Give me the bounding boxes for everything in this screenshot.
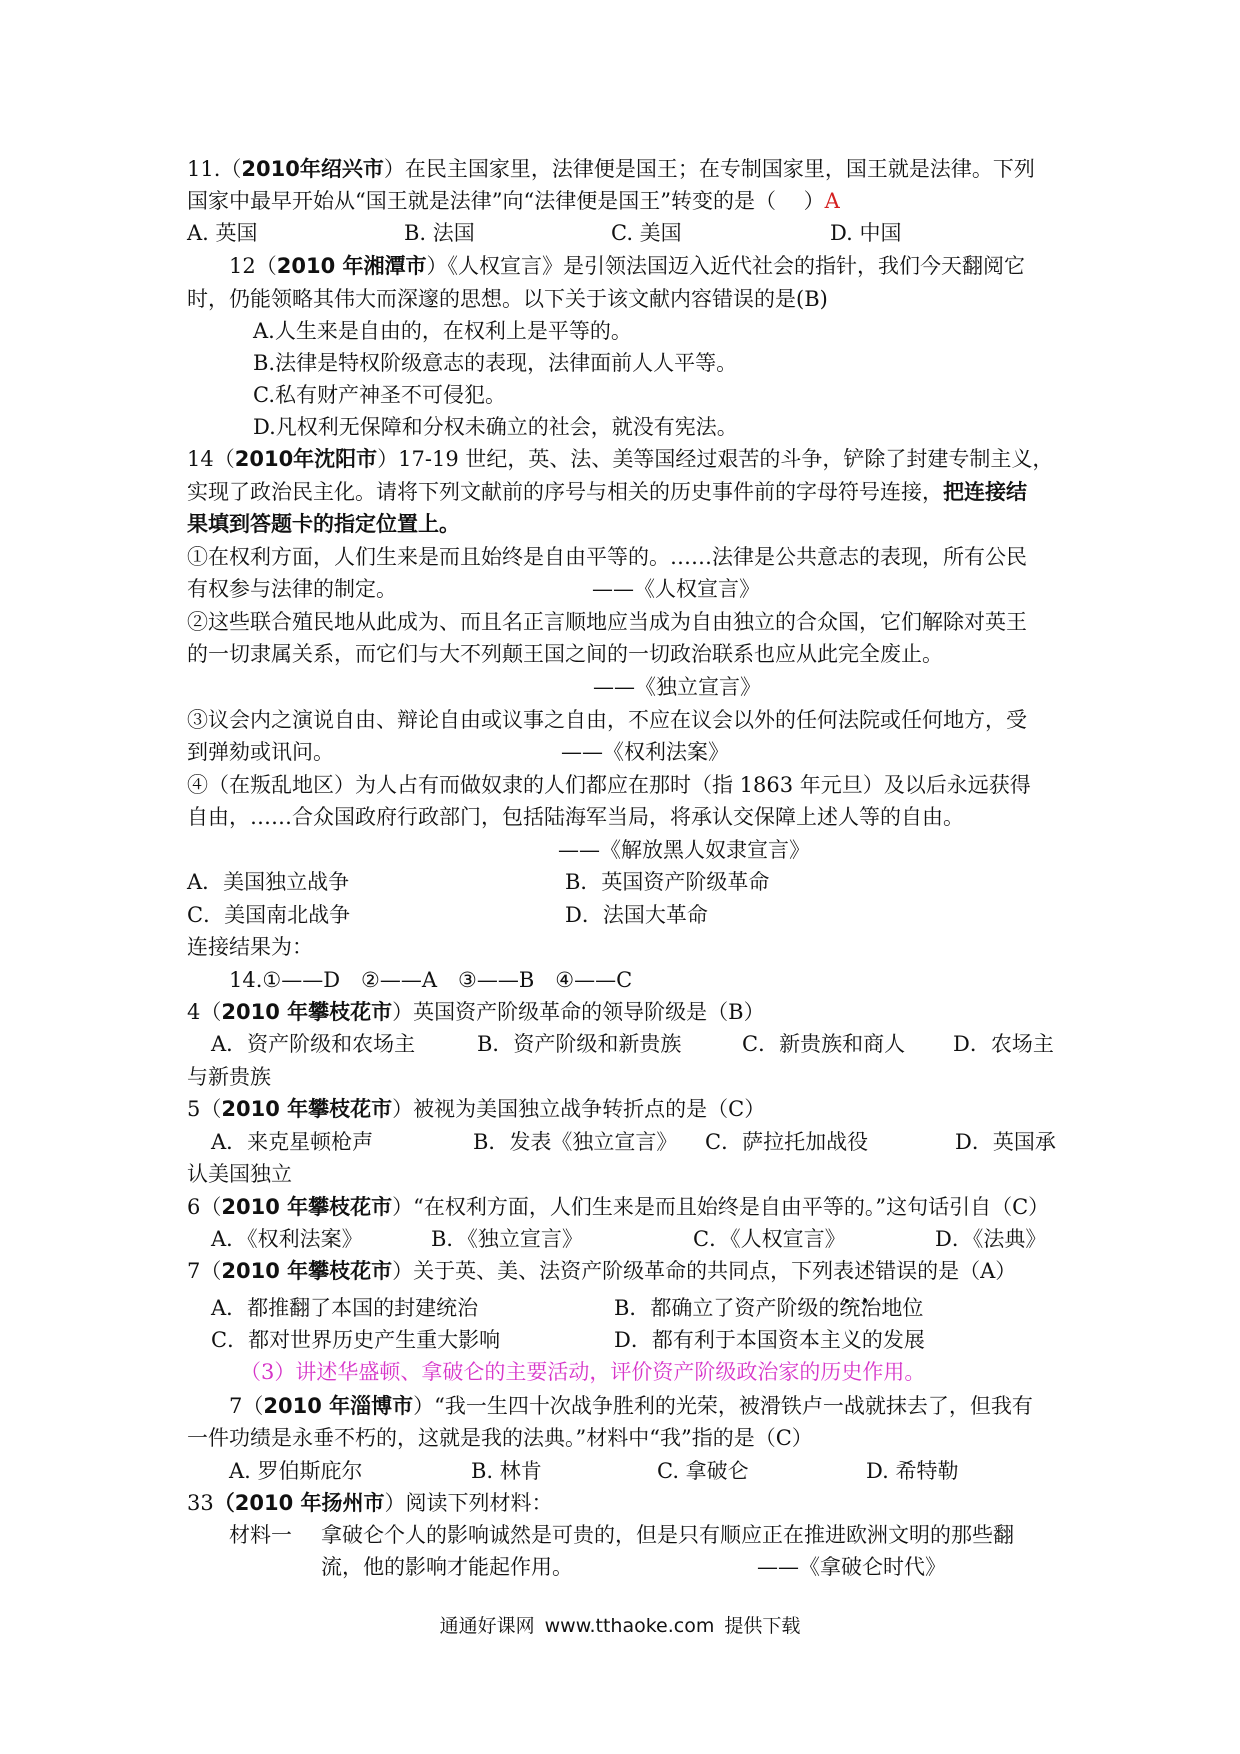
- q5-option-c: C．萨拉托加战役: [705, 1130, 869, 1154]
- q33-material-label: 材料一: [229, 1523, 292, 1547]
- q4-line1: [187, 996, 765, 1028]
- q5-option-d: D．英国承: [955, 1130, 1056, 1154]
- q7a-source: 2010 年攀枝花市: [221, 1259, 393, 1283]
- q12-line2: 时，仍能领略其伟大而深邃的思想。以下关于该文献内容错误的是(B): [187, 287, 828, 311]
- q7a-option-b: B．都确立了资产阶级的统治地位: [614, 1296, 924, 1320]
- q14-doc2-source: ——《独立宣言》: [593, 675, 761, 699]
- q14-doc3-line1: ③议会内之演说自由、辩论自由或议事之自由，不应在议会以外的任何法院或任何地方，受: [187, 708, 1027, 732]
- q14-result-label: 连接结果为：: [187, 935, 313, 959]
- q4-source: 2010 年攀枝花市: [221, 1000, 393, 1024]
- q12-source: 2010 年湘潭市: [276, 254, 427, 278]
- q7b-stem: ）“我一生四十次战争胜利的光荣，被滑铁卢一战就抹去了，但我有: [413, 1394, 1033, 1418]
- q6-line1: [187, 1191, 1049, 1223]
- q12-stem: ）《人权宣言》是引领法国迈入近代社会的指针，我们今天翻阅它: [426, 254, 1025, 278]
- q5-option-b: B．发表《独立宣言》: [473, 1130, 678, 1154]
- q7b-line1: [229, 1390, 1033, 1422]
- q11-source: 2010年绍兴市: [241, 157, 384, 181]
- q33-stem: ）阅读下列材料：: [384, 1491, 553, 1515]
- q14-stem-bold: 把连接结: [943, 480, 1027, 504]
- q14-source: 2010年沈阳市: [234, 447, 378, 471]
- q14-doc1-source: ——《人权宣言》: [592, 577, 760, 601]
- q14-stem: ）17-19 世纪，英、法、美等国经过艰苦的斗争，铲除了封建专制主义，: [377, 447, 1054, 471]
- q14-line3: 果填到答题卡的指定位置上。: [187, 512, 460, 536]
- q5-stem: ）被视为美国独立战争转折点的是（C）: [392, 1097, 766, 1121]
- q14-doc1-line2: 有权参与法律的制定。: [187, 577, 397, 601]
- q5-option-a: A．来克星顿枪声: [211, 1130, 374, 1154]
- q4-option-d-wrap: 与新贵族: [187, 1065, 271, 1089]
- q7b-option-d: D. 希特勒: [866, 1459, 959, 1483]
- q11-stem-cont: 国家中最早开始从“国王就是法律”向“法律便是国王”转变的是（ ）: [187, 189, 825, 213]
- q12-option-c: C.私有财产神圣不可侵犯。: [253, 383, 506, 407]
- q12-option-b: B.法律是特权阶级意志的表现，法律面前人人平等。: [253, 351, 738, 375]
- q14-doc3-line2: 到弹劾或讯问。: [187, 740, 334, 764]
- q7a-line1: [187, 1255, 1016, 1287]
- q7b-source: 2010 年淄博市: [263, 1394, 414, 1418]
- q6-option-c: C．《人权宣言》: [693, 1227, 846, 1251]
- q4-option-b: B．资产阶级和新贵族: [477, 1032, 682, 1056]
- q14-doc4-line1: ④（在叛乱地区）为人占有而做奴隶的人们都应在那时（指 1863 年元旦）及以后永远获得: [187, 773, 1031, 797]
- q4-option-d: D．农场主: [953, 1032, 1054, 1056]
- q6-number: 6（: [187, 1195, 222, 1219]
- q11-answer: A: [824, 189, 840, 213]
- q14-option-c: C．美国南北战争: [187, 903, 351, 927]
- q14-doc2-line1: ②这些联合殖民地从此成为、而且名正言顺地应当成为自由独立的合众国，它们解除对英王: [187, 610, 1027, 634]
- q14-line1: [187, 443, 1053, 475]
- q33-line1: [187, 1487, 553, 1519]
- q14-doc4-source: ——《解放黑人奴隶宣言》: [558, 838, 810, 862]
- q6-source: 2010 年攀枝花市: [221, 1195, 393, 1219]
- q14-answer: 14.①——D ②——A ③——B ④——C: [229, 968, 633, 992]
- q33-source: （2010 年扬州市: [213, 1491, 385, 1515]
- q14-doc2-line2: 的一切隶属关系，而它们与大不列颠王国之间的一切政治联系也应从此完全废止。: [187, 642, 943, 666]
- q33-material-line2: 流，他的影响才能起作用。: [321, 1555, 573, 1579]
- q7b-line2: 一件功绩是永垂不朽的，这就是我的法典。”材料中“我”指的是（C）: [187, 1426, 813, 1450]
- q5-number: 5（: [187, 1097, 222, 1121]
- q11-stem: ）在民主国家里，法律便是国王；在专制国家里，国王就是法律。下列: [383, 157, 1035, 181]
- q4-number: 4（: [187, 1000, 222, 1024]
- q11-option-b: B. 法国: [404, 221, 475, 245]
- q5-source: 2010 年攀枝花市: [221, 1097, 393, 1121]
- q7b-number: 7（: [229, 1394, 264, 1418]
- q14-doc1-line1: ①在权利方面，人们生来是而且始终是自由平等的。……法律是公共意志的表现，所有公民: [187, 545, 1027, 569]
- q6-stem: ）“在权利方面，人们生来是而且始终是自由平等的。”这句话引自（C）: [392, 1195, 1050, 1219]
- q7a-number: 7（: [187, 1259, 222, 1283]
- q14-option-b: B．英国资产阶级革命: [565, 870, 770, 894]
- q33-material-line1: 拿破仑个人的影响诚然是可贵的，但是只有顺应正在推进欧洲文明的那些翻: [321, 1523, 1014, 1547]
- footer-url[interactable]: www.tthaoke.com: [544, 1615, 715, 1637]
- q11-number: 11.（: [187, 157, 242, 181]
- q11-line1: [187, 153, 1035, 185]
- q12-option-a: A.人生来是自由的，在权利上是平等的。: [253, 319, 632, 343]
- footer-note: 提供下载: [724, 1615, 801, 1637]
- q7b-option-a: A. 罗伯斯庇尔: [229, 1459, 363, 1483]
- q11-line2: [187, 185, 840, 217]
- footer-site-name: 通通好课网: [439, 1615, 535, 1637]
- q6-option-d: D．《法典》: [935, 1227, 1047, 1251]
- q14-number: 14（: [187, 447, 235, 471]
- q14-line2: [187, 476, 1027, 508]
- q7a-option-d: D．都有利于本国资本主义的发展: [614, 1328, 925, 1352]
- q14-stem-cont: 实现了政治民主化。请将下列文献前的序号与相关的历史事件前的字母符号连接，: [187, 480, 943, 504]
- q7a-option-a: A．都推翻了本国的封建统治: [211, 1296, 479, 1320]
- page-footer: [0, 1612, 1240, 1640]
- q33-number: 33: [187, 1491, 214, 1515]
- q12-line1: [229, 250, 1025, 282]
- q12-option-d: D.凡权利无保障和分权未确立的社会，就没有宪法。: [253, 415, 738, 439]
- q11-option-c: C. 美国: [611, 221, 682, 245]
- q12-number: 12（: [229, 254, 277, 278]
- q7a-stem: ）关于英、美、法资产阶级革命的共同点，下列表述错误的是（A）: [392, 1259, 1017, 1283]
- q4-option-a: A．资产阶级和农场主: [211, 1032, 416, 1056]
- q7b-option-c: C. 拿破仑: [657, 1459, 749, 1483]
- q7b-option-b: B. 林肯: [471, 1459, 542, 1483]
- q6-option-b: B．《独立宣言》: [431, 1227, 583, 1251]
- q5-option-d-wrap: 认美国独立: [187, 1162, 292, 1186]
- q14-option-a: A．美国独立战争: [187, 870, 350, 894]
- q11-option-d: D. 中国: [830, 221, 902, 245]
- q4-option-c: C．新贵族和商人: [742, 1032, 906, 1056]
- q14-option-d: D．法国大革命: [565, 903, 708, 927]
- q4-stem: ）英国资产阶级革命的领导阶级是（B）: [392, 1000, 765, 1024]
- q7a-option-c: C．都对世界历史产生重大影响: [211, 1328, 501, 1352]
- q11-option-a: A. 英国: [187, 221, 258, 245]
- q14-doc3-source: ——《权利法案》: [561, 740, 729, 764]
- q5-line1: [187, 1093, 765, 1125]
- q14-doc4-line2: 自由，……合众国政府行政部门，包括陆海军当局，将承认交保障上述人等的自由。: [187, 805, 964, 829]
- q6-option-a: A．《权利法案》: [211, 1227, 363, 1251]
- section-3-heading: （3）讲述华盛顿、拿破仑的主要活动，评价资产阶级政治家的历史作用。: [240, 1360, 926, 1384]
- q33-material-source: ——《拿破仑时代》: [757, 1555, 946, 1579]
